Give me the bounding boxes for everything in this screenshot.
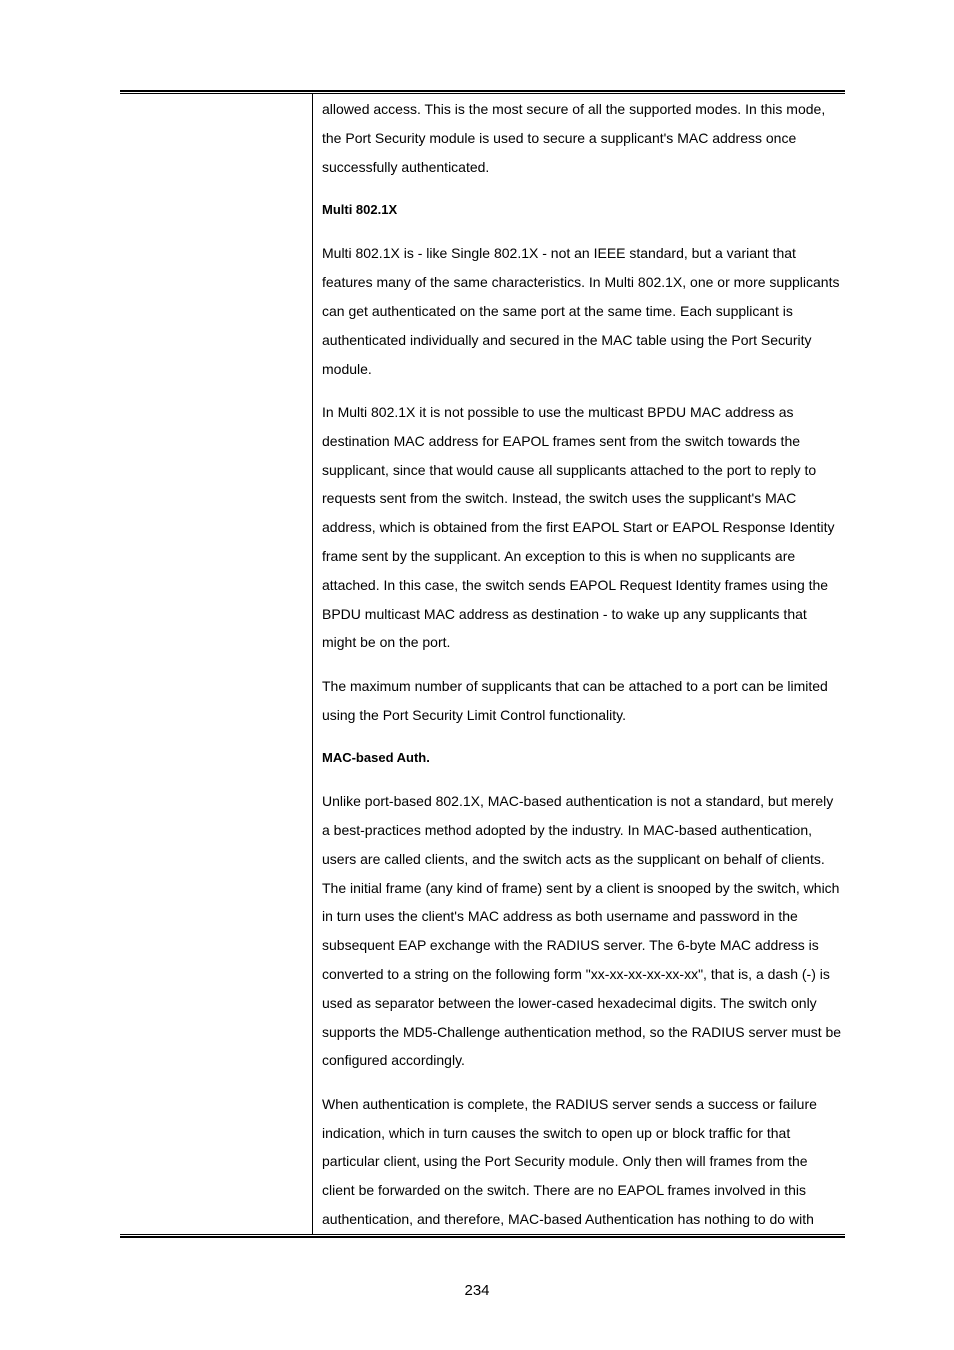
paragraph-continued: allowed access. This is the most secure of all the supported modes. In this mode, the Port Security module is used to secure a supplicant's MAC address once successfully authenticated.: [322, 101, 826, 175]
heading-mac-based-auth: MAC-based Auth.: [322, 749, 430, 765]
heading-multi-8021x: Multi 802.1X: [322, 201, 398, 217]
paragraph-mac-based-completion: When authentication is complete, the RADIUS server sends a success or failure indication, which in turn causes the switch to open up or block traffic for that particular client, using the Port Security module. Only then will frames from the client be forwarded on the switch. There are no EAPOL frames involved in this authentication, and therefore, MAC-based Authentication has nothing to do with: [322, 1095, 817, 1228]
paragraph-mac-based-intro: Unlike port-based 802.1X, MAC-based authentication is not a standard, but merely a best-practices method adopted by the industry. In MAC-based authentication, users are called clients, and the switch acts as the supplicant on behalf of clients. The initial frame (any kind of frame) sent by a client is snooped by the switch, which in turn uses the client's MAC address as both username and password in the subsequent EAP exchange with the RADIUS server. The 6-byte MAC address is converted to a string on the following form "xx-xx-xx-xx-xx-xx", that is, a dash (-) is used as separator between the lower-cased hexadecimal digits. The switch only supports the MD5-Challenge authentication method, so the RADIUS server must be configured accordingly.: [322, 793, 842, 1069]
table-top-rule: [120, 90, 845, 92]
paragraph-multi-8021x-bpdu: In Multi 802.1X it is not possible to use the multicast BPDU MAC address as destination MAC address for EAPOL frames sent from the switch towards the supplicant, since that would cause all supplicants attached to the port to reply to requests sent from the switch. Instead, the switch uses the supplicant's MAC address, which is obtained from the first EAPOL Start or EAPOL Response Identity frame sent by the supplicant. An exception to this is when no supplicants are attached. In this case, the switch sends EAPOL Request Identity frames using the BPDU multicast MAC address as destination - to wake up any supplicants that might be on the port.: [322, 403, 835, 651]
page-number: 234: [464, 1282, 490, 1299]
table-bottom-rule-inner: [120, 1234, 845, 1235]
table-bottom-rule: [120, 1236, 845, 1238]
description-cell: [322, 95, 842, 1248]
table-top-rule-inner: [120, 93, 845, 94]
paragraph-limit-control: The maximum number of supplicants that can be attached to a port can be limited using the Port Security Limit Control functionality.: [322, 677, 828, 723]
paragraph-multi-8021x-intro: Multi 802.1X is - like Single 802.1X - not an IEEE standard, but a variant that features many of the same characteristics. In Multi 802.1X, one or more supplicants can get authenticated on the same port at the same time. Each supplicant is authenticated individually and secured in the MAC table using the Port Security module.: [322, 245, 840, 377]
table-column-divider: [312, 94, 313, 1234]
